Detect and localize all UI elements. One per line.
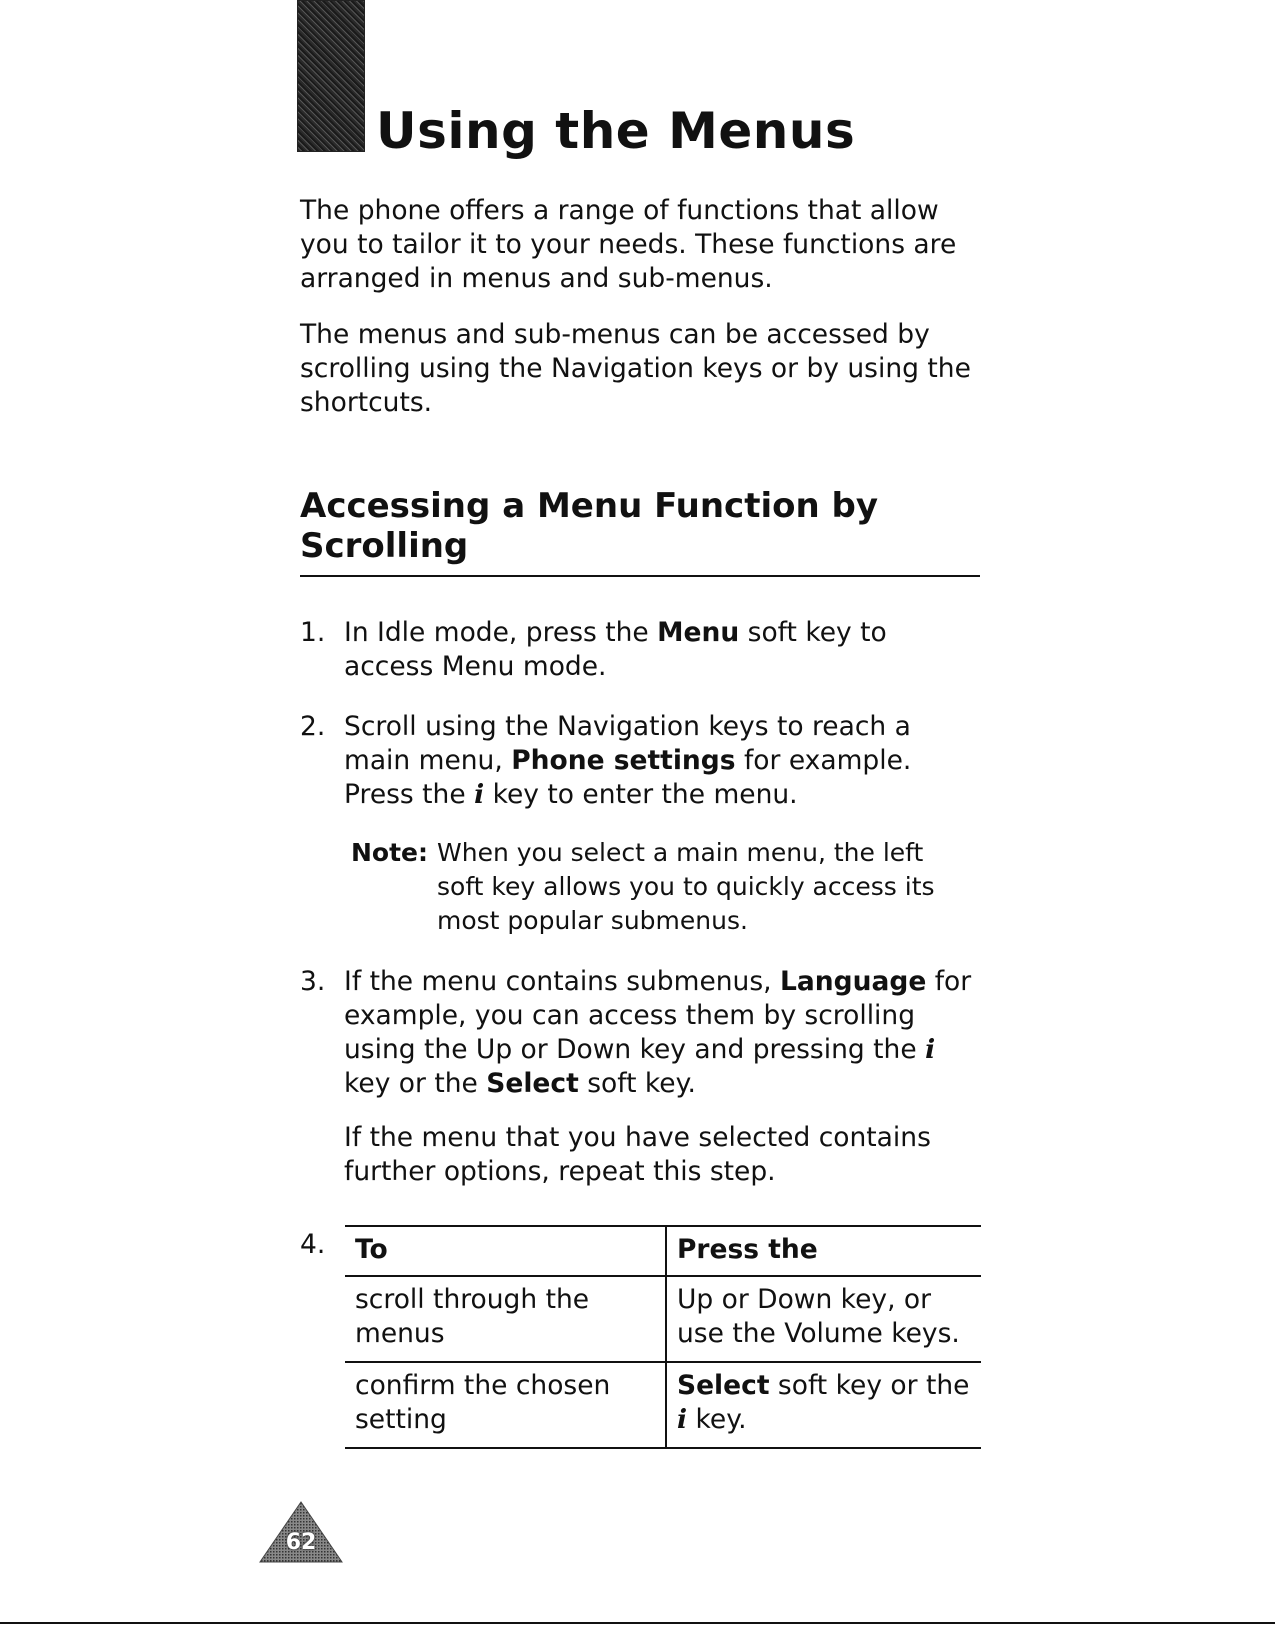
bottom-divider <box>0 1622 1275 1624</box>
intro-paragraph-1: The phone offers a range of functions that allow you to tailor it to your needs. These functions are arranged in menus and sub-menus. <box>300 195 957 294</box>
table-cell: Up or Down key, or use the Volume keys. <box>666 1276 981 1362</box>
note-text: When you select a main menu, the left soft key allows you to quickly access its most popular submenus. <box>437 838 935 935</box>
step-3-extra: If the menu that you have selected contains further options, repeat this step. <box>344 1122 931 1187</box>
chapter-title: Using the Menus <box>376 102 856 160</box>
table-header: To <box>345 1226 666 1276</box>
step-3-text: If the menu contains submenus, Language for example, you can access them by scrolling using the Up or Down key and pressing the i key or the Select soft key. <box>344 966 972 1099</box>
chapter-marker <box>297 0 365 152</box>
table-row <box>345 1276 981 1362</box>
intro-paragraph-2: The menus and sub-menus can be accessed by scrolling using the Navigation keys or by using the shortcuts. <box>300 319 971 418</box>
i-key-icon: i <box>925 1034 936 1065</box>
note-label: Note: <box>351 838 429 867</box>
page-number-badge <box>258 1500 344 1564</box>
section-title: Accessing a Menu Function by Scrolling <box>300 486 879 566</box>
i-key-icon: i <box>677 1404 688 1435</box>
table-header: Press the <box>666 1226 981 1276</box>
table-header-row <box>345 1226 981 1276</box>
section-divider <box>300 575 980 577</box>
step-1-text: In Idle mode, press the Menu soft key to access Menu mode. <box>344 617 887 682</box>
table-cell: scroll through the menus <box>345 1276 666 1362</box>
table-cell: Select soft key or the i key. <box>666 1362 981 1448</box>
table-cell: confirm the chosen setting <box>345 1362 666 1448</box>
step-number: 2. <box>300 711 326 742</box>
key-table <box>345 1225 981 1449</box>
i-key-icon: i <box>474 779 485 810</box>
step-number: 4. <box>300 1229 326 1260</box>
step-number: 3. <box>300 966 326 997</box>
table-row <box>345 1362 981 1448</box>
page-number: 62 <box>285 1530 317 1555</box>
step-2-text: Scroll using the Navigation keys to reach a main menu, Phone settings for example. Press the i key to enter the menu. <box>344 711 912 810</box>
step-number: 1. <box>300 617 326 648</box>
